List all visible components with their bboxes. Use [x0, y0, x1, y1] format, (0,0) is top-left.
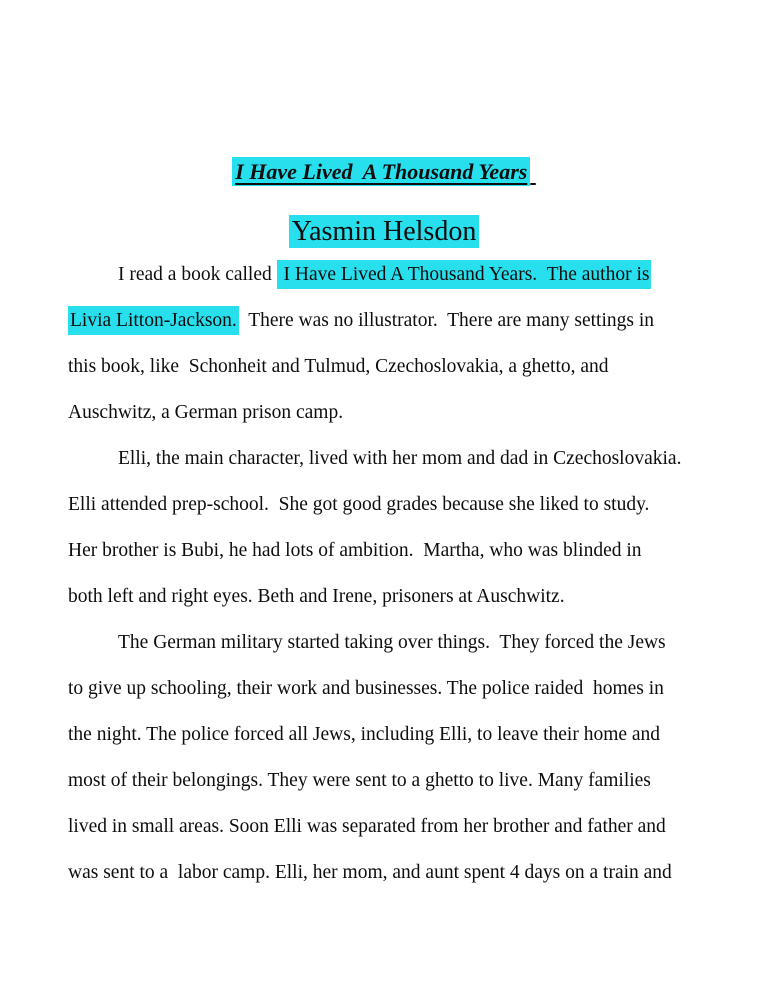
text-segment: to give up schooling, their work and businesses. The police raided homes in — [68, 678, 664, 699]
text-segment: this book, like Schonheit and Tulmud, Czechoslovakia, a ghetto, and — [68, 356, 609, 377]
highlighted-text-segment: Livia Litton-Jackson. — [68, 306, 239, 335]
author-line — [0, 212, 768, 252]
text-segment: There was no illustrator. There are many settings in — [238, 310, 654, 331]
text-segment: the night. The police forced all Jews, including Elli, to leave their home and — [68, 724, 661, 745]
text-segment: both left and right eyes. Beth and Irene, prisoners at Auschwitz. — [68, 586, 565, 607]
essay-line — [68, 620, 706, 666]
essay-line — [68, 252, 706, 298]
essay-line — [68, 344, 706, 390]
text-segment: Elli, the main character, lived with her mom and dad in Czechoslovakia. — [118, 448, 682, 469]
text-segment: most of their belongings. They were sent to a ghetto to live. Many families — [68, 770, 651, 791]
text-segment: I read a book called — [118, 264, 277, 285]
title-underline-space — [530, 159, 536, 184]
essay-line — [68, 804, 706, 850]
essay-line — [68, 390, 706, 436]
text-segment: lived in small areas. Soon Elli was separated from her brother and father and — [68, 816, 666, 837]
text-segment: The German military started taking over things. They forced the Jews — [118, 632, 666, 653]
essay-line — [68, 574, 706, 620]
text-segment: Auschwitz, a German prison camp. — [68, 402, 344, 423]
essay-line — [68, 758, 706, 804]
essay-line — [68, 850, 706, 896]
essay-line — [68, 298, 706, 344]
essay-line — [68, 482, 706, 528]
essay-line — [68, 712, 706, 758]
author-name: Yasmin Helsdon — [289, 215, 480, 248]
text-segment: Elli attended prep-school. She got good grades because she liked to study. — [68, 494, 650, 515]
essay-line — [68, 436, 706, 482]
document-title-line — [0, 152, 768, 192]
highlighted-text-segment: I Have Lived A Thousand Years. The author is — [277, 260, 652, 289]
text-segment: was sent to a labor camp. Elli, her mom, and aunt spent 4 days on a train and — [68, 862, 672, 883]
essay-line — [68, 666, 706, 712]
essay-line — [68, 528, 706, 574]
text-segment: Her brother is Bubi, he had lots of ambition. Martha, who was blinded in — [68, 540, 642, 561]
essay-body — [68, 252, 706, 896]
document-title: I Have Lived A Thousand Years — [232, 157, 530, 186]
